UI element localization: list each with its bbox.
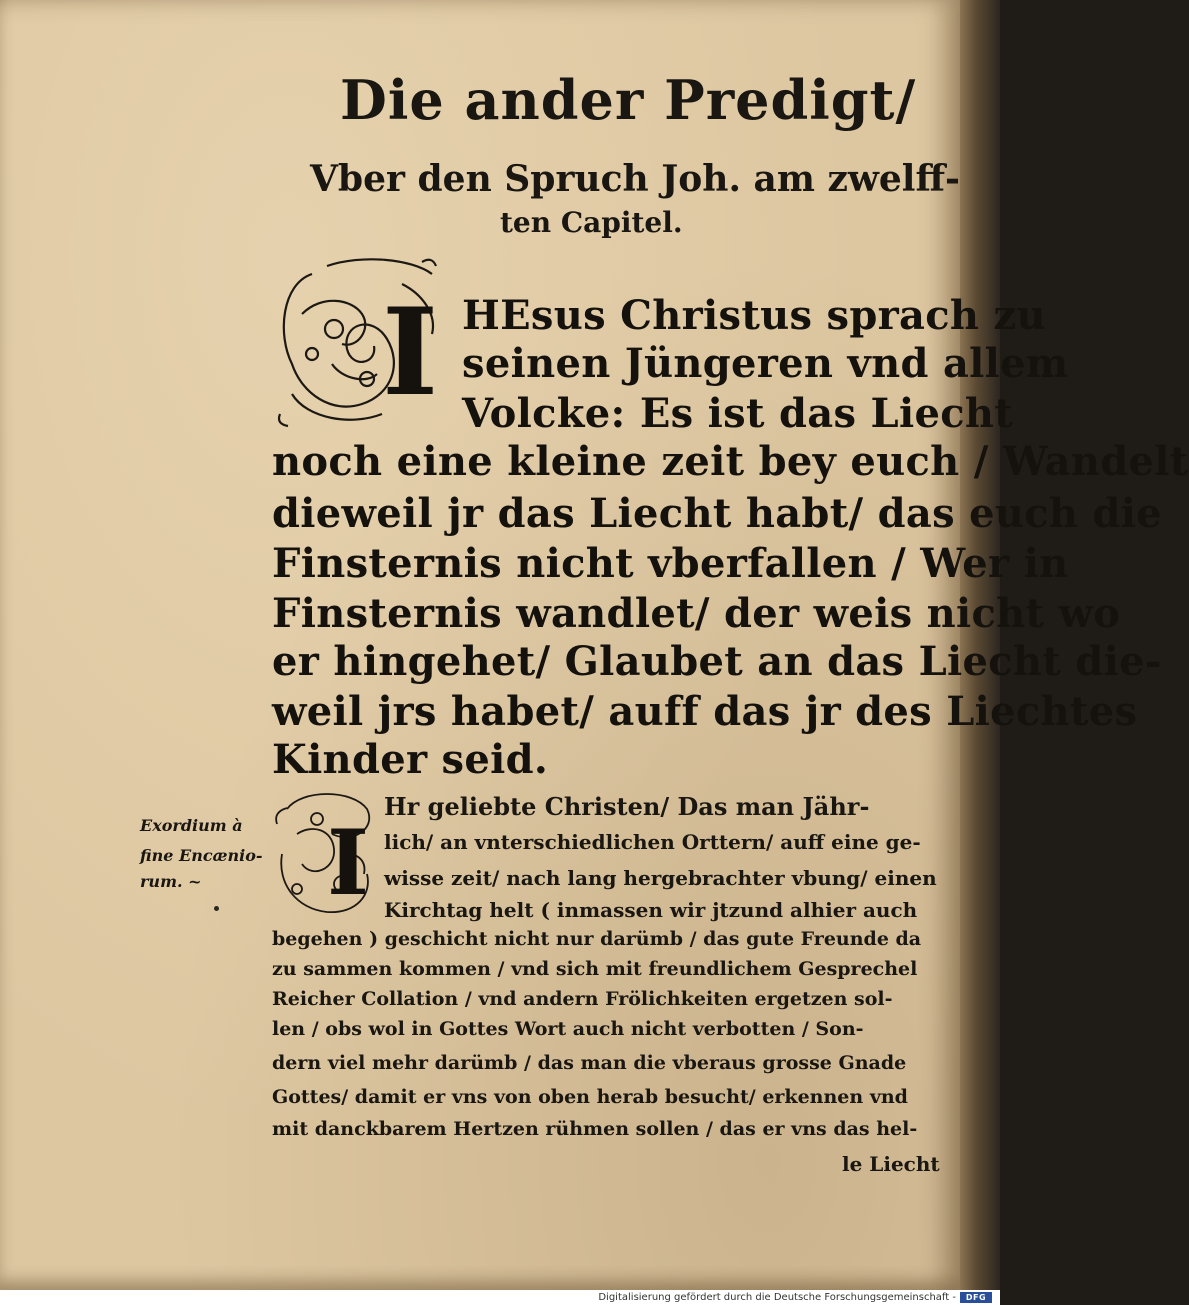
body-line-10: Gottes/ damit er vns von oben herab besucht/ erkennen vnd [272,1086,908,1108]
margin-note-line-3: rum. ~ [140,872,202,891]
margin-dot [214,906,219,911]
body-line-12: le Liecht [842,1152,940,1176]
body-line-11: mit danckbarem Hertzen rühmen sollen / das er vns das hel- [272,1118,918,1140]
subtitle-line-1: Vber den Spruch Joh. am zwelff- [310,158,960,200]
opening-line-3: Volcke: Es ist das Liecht [462,390,1014,437]
body-line-9: dern viel mehr darümb / das man die vberaus grosse Gnade [272,1052,907,1074]
opening-line-2: seinen Jüngeren vnd allem [462,340,1069,387]
body-line-7: Reicher Collation / vnd andern Frölichkeiten ergetzen sol- [272,988,893,1010]
opening-line-1: HEsus Christus sprach zu [462,292,1046,339]
footer-credit: Digitalisierung gefördert durch die Deutsche Forschungsgemeinschaft - [598,1292,956,1303]
body-line-2: lich/ an vnterschiedlichen Orttern/ auff eine ge- [384,830,921,854]
dfg-logo: DFG [960,1292,992,1303]
opening-line-8: er hingehet/ Glaubet an das Liecht die- [272,638,1162,685]
ornamental-initial-2 [272,784,382,922]
body-line-4: Kirchtag helt ( inmassen wir jtzund alhier auch [384,898,918,922]
body-line-6: zu sammen kommen / vnd sich mit freundlichem Gesprechel [272,958,918,980]
opening-line-9: weil jrs habet/ auff das jr des Liechtes [272,688,1138,735]
ornamental-initial-1 [272,254,452,430]
body-line-5: begehen ) geschicht nicht nur darümb / das gute Freunde da [272,928,922,950]
initial-letter-1: I [382,282,439,423]
initial-letter-2: I [327,810,370,916]
margin-note-line-2: fine Encænio- [140,846,263,865]
body-line-3: wisse zeit/ nach lang hergebrachter vbung/ einen [384,866,937,890]
opening-line-5: dieweil jr das Liecht habt/ das euch die [272,490,1163,537]
opening-line-7: Finsternis wandlet/ der weis nicht wo [272,590,1121,637]
opening-line-4: noch eine kleine zeit bey euch / Wandelt [272,438,1189,485]
opening-line-6: Finsternis nicht vberfallen / Wer in [272,540,1069,587]
opening-line-10: Kinder seid. [272,736,549,783]
body-line-8: len / obs wol in Gottes Wort auch nicht verbotten / Son- [272,1018,864,1040]
body-line-1: Hr geliebte Christen/ Das man Jähr- [384,792,870,821]
page-title: Die ander Predigt/ [340,68,917,132]
subtitle-line-2: ten Capitel. [500,206,683,239]
margin-note-line-1: Exordium à [140,816,243,835]
